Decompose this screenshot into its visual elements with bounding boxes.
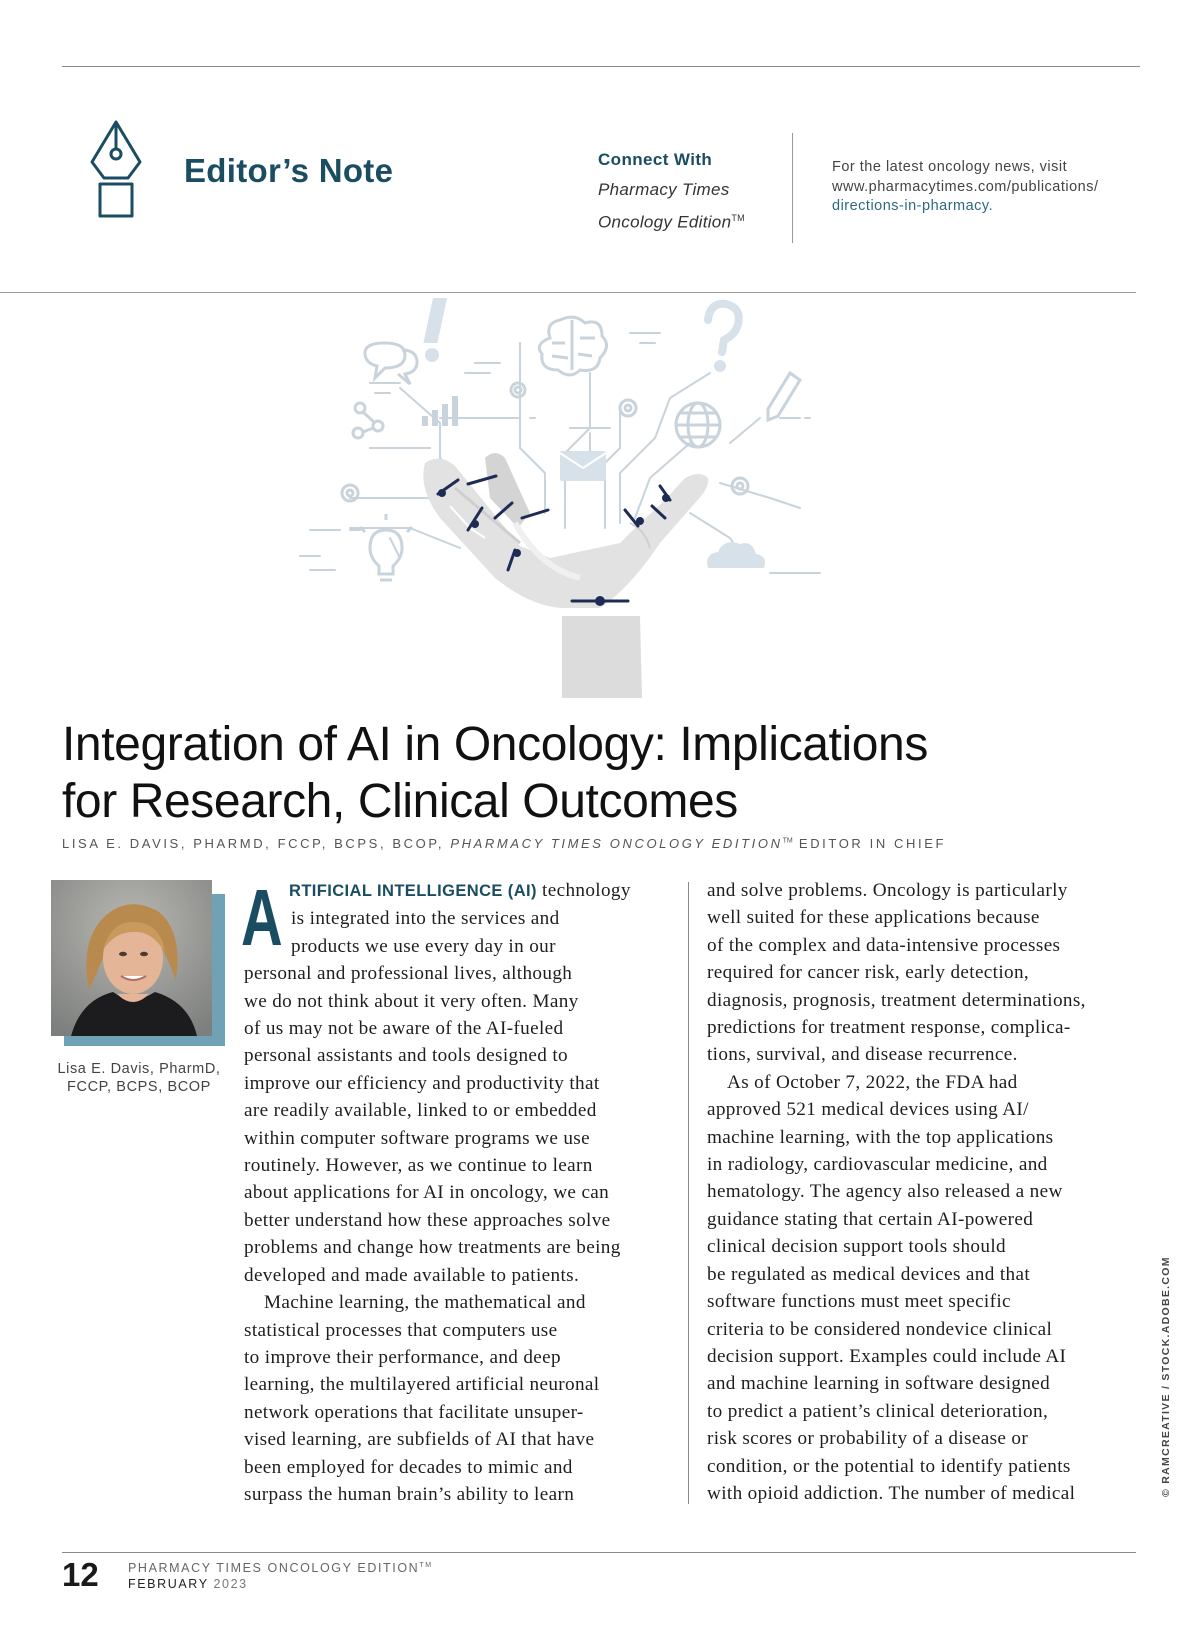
article-line: problems and change how treatments are being: [244, 1237, 621, 1259]
article-line: [244, 877, 682, 905]
article-line: with opioid addiction. The number of medical: [707, 1482, 1076, 1504]
header-divider: [792, 133, 793, 243]
author-photo: [51, 880, 212, 1036]
pencil-icon: [768, 373, 800, 420]
article-line: and solve problems. Oncology is particularly: [707, 880, 1068, 901]
article-line: to predict a patient’s clinical deterioration,: [707, 1400, 1049, 1422]
brain-icon: [539, 317, 606, 375]
article-line: network operations that facilitate unsuper-: [244, 1401, 584, 1423]
footer-publication: PHARMACY TIMES ONCOLOGY EDITION™: [128, 1561, 433, 1575]
headline-line1: Integration of AI in Oncology: Implications: [62, 718, 928, 771]
article-line: of the complex and data-intensive processes: [707, 934, 1061, 956]
article-line: software functions must meet specific: [707, 1291, 1011, 1313]
exclamation-dot: [425, 348, 439, 362]
article-line: personal assistants and tools designed to: [244, 1045, 568, 1067]
cloud-icon: [707, 542, 765, 568]
article-line: tions, survival, and disease recurrence.: [707, 1044, 1018, 1066]
article-line: improve our efficiency and productivity that: [244, 1072, 600, 1094]
article-line: guidance stating that certain AI-powered: [707, 1208, 1034, 1230]
exclamation-icon: [423, 298, 447, 343]
byline-author: LISA E. DAVIS, PHARMD, FCCP, BCPS, BCOP,: [62, 836, 445, 851]
article-line: we do not think about it very often. Many: [244, 990, 579, 1012]
photo-caption-line2: FCCP, BCPS, BCOP: [67, 1079, 211, 1095]
speech-bubbles-icon: [365, 343, 417, 384]
drop-cap: A: [241, 873, 283, 962]
byline-publication: PHARMACY TIMES ONCOLOGY EDITION: [450, 836, 783, 851]
envelope-icon: [560, 451, 606, 481]
article-line: well suited for these applications because: [707, 907, 1040, 929]
article-line: diagnosis, prognosis, treatment determinations,: [707, 989, 1086, 1011]
article-line: in radiology, cardiovascular medicine, and: [707, 1154, 1048, 1176]
fountain-pen-nib-icon: [86, 118, 146, 224]
article-line: vised learning, are subfields of AI that have: [244, 1429, 595, 1451]
article-line: As of October 7, 2022, the FDA had: [727, 1071, 1018, 1093]
photo-caption-line1: Lisa E. Davis, PharmD,: [57, 1061, 221, 1077]
article-line: hematology. The agency also released a new: [707, 1181, 1063, 1203]
article-line: approved 521 medical devices using AI/: [707, 1099, 1029, 1121]
lead-in-rest: technology: [536, 880, 631, 901]
connect-publication-line1: Pharmacy Times: [598, 180, 730, 199]
footer-rule: [62, 1552, 1136, 1553]
article-line: predictions for treatment response, complica-: [707, 1017, 1071, 1039]
article-column-right: [707, 877, 1137, 1507]
article-line: are readily available, linked to or embedded: [244, 1100, 597, 1122]
article-line: condition, or the potential to identify patients: [707, 1455, 1071, 1477]
lightbulb-icon: [360, 514, 412, 580]
article-line: learning, the multilayered artificial neuronal: [244, 1374, 600, 1396]
article-line: decision support. Examples could include AI: [707, 1345, 1067, 1367]
question-mark-dot: [714, 360, 726, 372]
article-line: products we use every day in our: [291, 935, 556, 957]
visit-note: [832, 158, 1132, 217]
visit-url[interactable]: www.pharmacytimes.com/publications/: [832, 178, 1099, 195]
article-line: machine learning, with the top applications: [707, 1126, 1054, 1148]
top-rule: [62, 66, 1140, 67]
article-line: criteria to be considered nondevice clinical: [707, 1318, 1053, 1340]
connect-publication-line2: Oncology Edition™: [598, 212, 745, 232]
page-number: 12: [62, 1556, 99, 1593]
article-line: about applications for AI in oncology, we can: [244, 1182, 610, 1204]
article-line: routinely. However, as we continue to learn: [244, 1155, 593, 1177]
molecule-icon: [353, 403, 383, 438]
footer-trademark: TM: [419, 1561, 433, 1569]
article-byline: [62, 836, 1142, 851]
lead-in: RTIFICIAL INTELLIGENCE (AI): [289, 882, 537, 900]
article-headline: [62, 716, 1122, 830]
connect-with-box: [598, 150, 768, 237]
image-credit: © RAMCREATIVE / STOCK.ADOBE.COM: [1160, 1256, 1172, 1497]
article-line: is integrated into the services and: [291, 908, 560, 930]
visit-url-continued[interactable]: directions-in-pharmacy.: [832, 198, 994, 214]
article-line: risk scores or probability of a disease or: [707, 1428, 1029, 1450]
article-line: personal and professional lives, although: [244, 963, 573, 985]
photo-caption: [48, 1060, 230, 1096]
byline-role: EDITOR IN CHIEF: [798, 836, 947, 851]
article-column-left: [241, 873, 682, 1508]
article-line: to improve their performance, and deep: [244, 1346, 561, 1368]
article-line: better understand how these approaches solve: [244, 1209, 611, 1231]
footer-year: 2023: [213, 1577, 248, 1591]
article-line: clinical decision support tools should: [707, 1236, 1006, 1258]
header-bottom-rule: [0, 292, 1136, 293]
article-line: Machine learning, the mathematical and: [264, 1292, 586, 1314]
article-line: surpass the human brain’s ability to learn: [244, 1483, 575, 1505]
footer-date: [128, 1577, 248, 1591]
headline-line2: for Research, Clinical Outcomes: [62, 775, 738, 828]
byline-trademark: TM: [782, 837, 793, 845]
article-line: developed and made available to patients.: [244, 1264, 580, 1286]
article-line: of us may not be aware of the AI-fueled: [244, 1018, 564, 1040]
question-mark-icon: [708, 304, 739, 352]
article-line: be regulated as medical devices and that: [707, 1263, 1030, 1285]
footer-month: FEBRUARY: [128, 1577, 209, 1591]
ai-robot-hand-illustration: [290, 298, 870, 698]
article-line: required for cancer risk, early detection,: [707, 962, 1030, 984]
article-line: statistical processes that computers use: [244, 1319, 558, 1341]
article-line: been employed for decades to mimic and: [244, 1456, 573, 1478]
article-line: and machine learning in software designed: [707, 1373, 1051, 1395]
section-title: Editor’s Note: [184, 152, 394, 189]
column-divider: [688, 882, 689, 1504]
article-line: within computer software programs we use: [244, 1127, 590, 1149]
visit-text: For the latest oncology news, visit: [832, 159, 1068, 175]
trademark-mark: TM: [731, 213, 745, 223]
connect-heading: Connect With: [598, 150, 713, 169]
globe-icon: [676, 403, 720, 447]
